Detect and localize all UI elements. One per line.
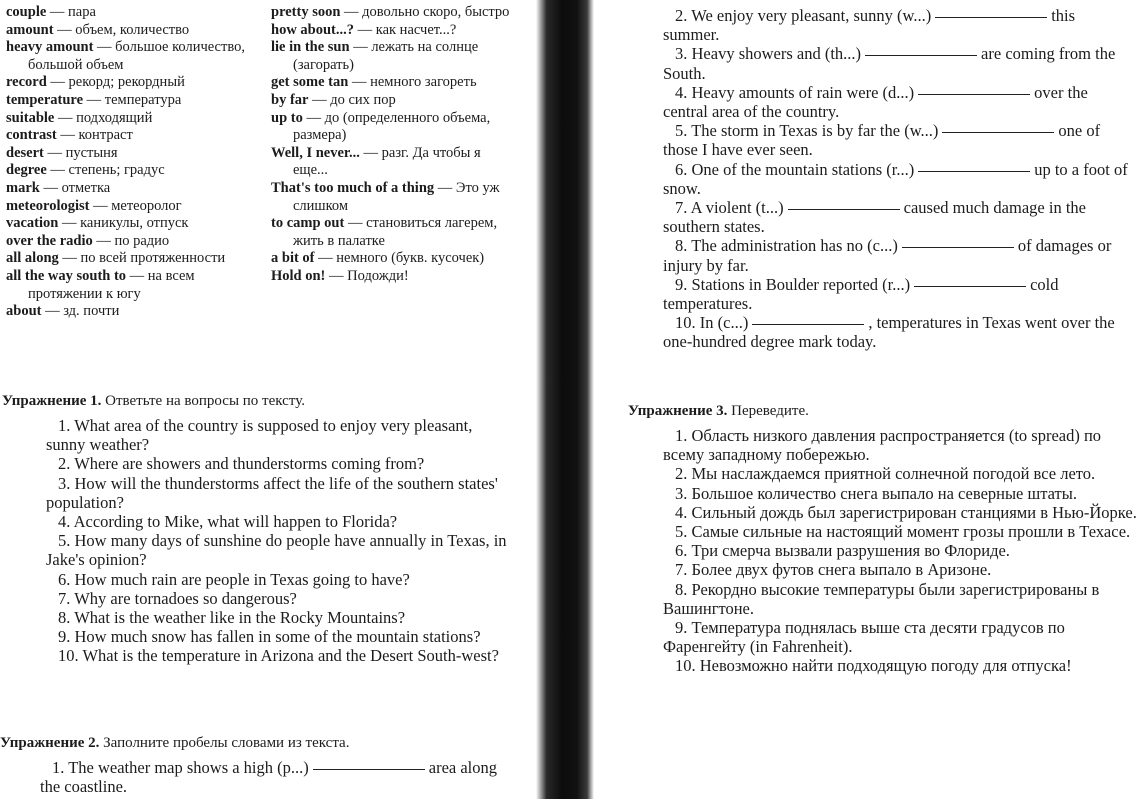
glossary-entry xyxy=(271,110,516,145)
exercise-1-questions xyxy=(46,416,508,666)
glossary-entry xyxy=(271,145,516,180)
glossary-term: Hold on! xyxy=(271,267,326,284)
glossary-entry xyxy=(6,127,268,145)
list-item: 1. What area of the country is supposed to enjoy very pleasant, sunny weather? xyxy=(46,416,473,455)
list-item: 9. Температура поднялась выше ста десяти градусов по Фаренгейту (in Fahrenheit). xyxy=(663,618,1065,657)
left-page xyxy=(0,0,540,799)
glossary-entry xyxy=(271,74,516,92)
glossary-term: a bit of xyxy=(271,250,315,267)
glossary-entry xyxy=(271,92,516,110)
item-text-after: , temperatures in Texas went over the one-hundred degree mark today. xyxy=(663,313,1115,352)
book-spine xyxy=(536,0,594,799)
glossary-term: amount xyxy=(6,21,54,38)
glossary-definition: — по всей протяженности xyxy=(62,250,226,267)
glossary-definition: — метеоролог xyxy=(93,197,182,214)
answer-blank xyxy=(942,131,1054,133)
glossary-definition: — лежать на солнце (загорать) xyxy=(293,39,479,73)
glossary-entry xyxy=(6,145,268,163)
glossary-term: how about...? xyxy=(271,21,354,38)
glossary-term: all the way south to xyxy=(6,267,127,284)
list-item: 5. Самые сильные на настоящий момент грозы прошли в Техасе. xyxy=(675,522,1131,542)
glossary-entry xyxy=(271,215,516,250)
answer-blank xyxy=(313,768,425,770)
list-item: 6. How much rain are people in Texas going to have? xyxy=(58,569,410,589)
glossary-entry xyxy=(271,268,516,286)
glossary-definition: — большое количество, большой объем xyxy=(28,39,245,73)
glossary-term: over the radio xyxy=(6,232,93,249)
glossary-definition: — объем, количество xyxy=(57,21,190,38)
list-item: 5. How many days of sunshine do people have annually in Texas, in Jake's opinion? xyxy=(46,531,507,570)
item-text-before: 4. Heavy amounts of rain were (d...) xyxy=(675,82,915,102)
answer-blank xyxy=(865,54,977,56)
exercise-2-left-items xyxy=(40,758,506,796)
glossary-definition: — немного (букв. кусочек) xyxy=(318,250,485,267)
glossary-entry xyxy=(271,4,516,22)
glossary-term: lie in the sun xyxy=(271,39,350,56)
item-text-before: 7. A violent (t...) xyxy=(675,198,784,218)
fill-in-item xyxy=(40,758,506,796)
item-text-after: one of those I have ever seen. xyxy=(663,121,1101,160)
glossary-entry xyxy=(271,180,516,215)
glossary-definition: — на всем протяжении к югу xyxy=(28,267,195,302)
glossary-definition: — становиться лагерем, жить в палатке xyxy=(293,215,498,249)
glossary-definition: — зд. почти xyxy=(45,303,120,320)
item-text-before: 6. One of the mountain stations (r...) xyxy=(675,159,915,179)
glossary-entry xyxy=(6,4,268,22)
fill-in-item xyxy=(663,6,1130,44)
fill-in-item xyxy=(663,275,1130,313)
glossary-definition: — до (определенного объема, размера) xyxy=(293,109,491,144)
item-text-after: this summer. xyxy=(663,6,1076,45)
fill-in-item xyxy=(663,83,1130,121)
glossary-definition: — контраст xyxy=(60,127,133,144)
glossary-entry xyxy=(6,198,268,216)
exercise-1-instruction: Ответьте на вопросы по тексту. xyxy=(105,393,305,409)
glossary-entry xyxy=(6,74,268,92)
glossary-term: record xyxy=(6,74,47,91)
item-text-before: 1. The weather map shows a high (p...) xyxy=(52,758,309,777)
list-item: 8. Рекордно высокие температуры были зарегистрированы в Вашингтоне. xyxy=(663,579,1100,618)
glossary-term: couple xyxy=(6,4,47,20)
glossary-entry xyxy=(271,250,516,268)
fill-in-item xyxy=(663,160,1130,198)
glossary-definition: — до сих пор xyxy=(312,91,396,108)
list-item: 4. Сильный дождь был зарегистрирован станциями в Нью-Йорке. xyxy=(675,502,1137,522)
exercise-3-instruction: Переведите. xyxy=(731,403,809,419)
fill-in-item xyxy=(663,198,1130,236)
glossary-term: temperature xyxy=(6,91,84,108)
glossary-term: all along xyxy=(6,250,59,267)
glossary-entry xyxy=(6,250,268,268)
item-text-after: are coming from the South. xyxy=(663,44,1116,83)
item-text-after: over the central area of the country. xyxy=(663,82,1088,122)
glossary-definition: — подходящий xyxy=(57,109,153,126)
glossary-entry xyxy=(6,233,268,251)
glossary-term: get some tan xyxy=(271,74,349,91)
glossary-term: heavy amount xyxy=(6,39,94,56)
glossary-definition: — пара xyxy=(49,4,96,20)
glossary-entry xyxy=(6,22,268,40)
exercise-3-sentences xyxy=(663,426,1141,676)
exercise-2-title xyxy=(0,735,349,752)
answer-blank xyxy=(788,208,900,210)
glossary-definition: — Подожди! xyxy=(329,267,409,284)
glossary-definition: — степень; градус xyxy=(50,162,165,179)
glossary-entry xyxy=(6,180,268,198)
glossary-entry xyxy=(271,39,516,74)
glossary-term: to camp out xyxy=(271,215,345,232)
item-text-before: 2. We enjoy very pleasant, sunny (w...) xyxy=(675,6,932,25)
glossary-entry xyxy=(6,92,268,110)
glossary-term: degree xyxy=(6,162,47,179)
glossary-entry xyxy=(6,303,268,321)
right-page xyxy=(590,0,1145,799)
exercise-2-right-items xyxy=(663,6,1130,352)
glossary-entry xyxy=(6,39,268,74)
list-item: 6. Три смерча вызвали разрушения во Флориде. xyxy=(675,541,1010,561)
glossary-term: meteorologist xyxy=(6,197,90,214)
list-item: 1. Область низкого давления распространяется (to spread) по всему западному побережью. xyxy=(663,426,1102,465)
list-item: 4. According to Mike, what will happen to Florida? xyxy=(58,512,398,532)
item-text-before: 5. The storm in Texas is by far the (w...) xyxy=(675,121,939,141)
glossary-definition: — каникулы, отпуск xyxy=(61,215,189,232)
glossary-definition: — Это уж слишком xyxy=(293,179,500,214)
list-item: 2. Where are showers and thunderstorms coming from? xyxy=(58,454,425,474)
item-text-before: 10. In (c...) xyxy=(675,313,749,333)
glossary-entry xyxy=(271,22,516,40)
list-item: 8. What is the weather like in the Rocky Mountains? xyxy=(58,608,406,628)
glossary-definition: — пустыня xyxy=(47,144,118,161)
glossary-term: That's too much of a thing xyxy=(271,179,435,196)
glossary-column-left xyxy=(6,4,268,321)
glossary-term: pretty soon xyxy=(271,4,341,20)
item-text-after: cold temperatures. xyxy=(663,274,1059,314)
glossary-term: by far xyxy=(271,91,309,108)
glossary-entry xyxy=(6,268,268,303)
glossary-term: Well, I never... xyxy=(271,144,360,161)
glossary-definition: — рекорд; рекордный xyxy=(50,74,185,91)
glossary-term: mark xyxy=(6,179,40,196)
fill-in-item xyxy=(663,236,1130,274)
list-item: 9. How much snow has fallen in some of the mountain stations? xyxy=(58,627,481,647)
glossary-term: desert xyxy=(6,144,44,161)
glossary-definition: — температура xyxy=(86,91,182,108)
item-text-after: up to a foot of snow. xyxy=(663,159,1128,198)
glossary-entry xyxy=(6,110,268,128)
glossary-definition: — как насчет...? xyxy=(357,21,457,38)
glossary-definition: — отметка xyxy=(43,179,111,196)
answer-blank xyxy=(918,93,1030,95)
exercise-3-label: Упражнение 3. xyxy=(628,403,728,419)
item-text-before: 8. The administration has no (c...) xyxy=(675,236,898,256)
glossary-column-right xyxy=(271,4,516,286)
fill-in-item xyxy=(663,44,1130,82)
list-item: 3. Большое количество снега выпало на северные штаты. xyxy=(675,483,1077,503)
glossary-term: contrast xyxy=(6,127,57,144)
glossary-definition: — разг. Да чтобы я еще... xyxy=(293,144,481,179)
item-text-after: caused much damage in the southern states. xyxy=(663,198,1086,237)
answer-blank xyxy=(914,285,1026,287)
list-item: 3. How will the thunderstorms affect the life of the southern states' population? xyxy=(46,473,498,512)
list-item: 10. Невозможно найти подходящую погоду для отпуска! xyxy=(675,656,1072,676)
item-text-before: 3. Heavy showers and (th...) xyxy=(675,44,862,64)
exercise-2-label: Упражнение 2. xyxy=(0,735,100,751)
list-item: 10. What is the temperature in Arizona and the Desert South-west? xyxy=(58,646,499,666)
glossary-entry xyxy=(6,215,268,233)
exercise-1-title xyxy=(2,393,305,410)
item-text-before: 9. Stations in Boulder reported (r...) xyxy=(675,274,911,294)
glossary-term: up to xyxy=(271,109,303,126)
item-text-after: area along the coastline. xyxy=(40,758,498,797)
exercise-2-instruction: Заполните пробелы словами из текста. xyxy=(103,735,350,751)
glossary-definition: — по радио xyxy=(96,232,170,249)
list-item: 7. Более двух футов снега выпало в Аризоне. xyxy=(675,560,992,580)
exercise-1-label: Упражнение 1. xyxy=(2,393,102,409)
list-item: 7. Why are tornadoes so dangerous? xyxy=(58,588,297,608)
glossary-term: suitable xyxy=(6,109,55,126)
answer-blank xyxy=(752,323,864,325)
answer-blank xyxy=(902,246,1014,248)
glossary-term: vacation xyxy=(6,215,59,232)
answer-blank xyxy=(918,170,1030,172)
answer-blank xyxy=(935,16,1047,18)
glossary-entry xyxy=(6,162,268,180)
glossary-definition: — немного загореть xyxy=(351,74,477,91)
list-item: 2. Мы наслаждаемся приятной солнечной погодой все лето. xyxy=(675,464,1096,484)
exercise-3-title xyxy=(628,403,809,420)
fill-in-item xyxy=(663,313,1130,351)
glossary-term: about xyxy=(6,303,42,320)
item-text-after: of damages or injury by far. xyxy=(663,236,1112,275)
fill-in-item xyxy=(663,121,1130,159)
glossary-definition: — довольно скоро, быстро xyxy=(344,4,510,20)
